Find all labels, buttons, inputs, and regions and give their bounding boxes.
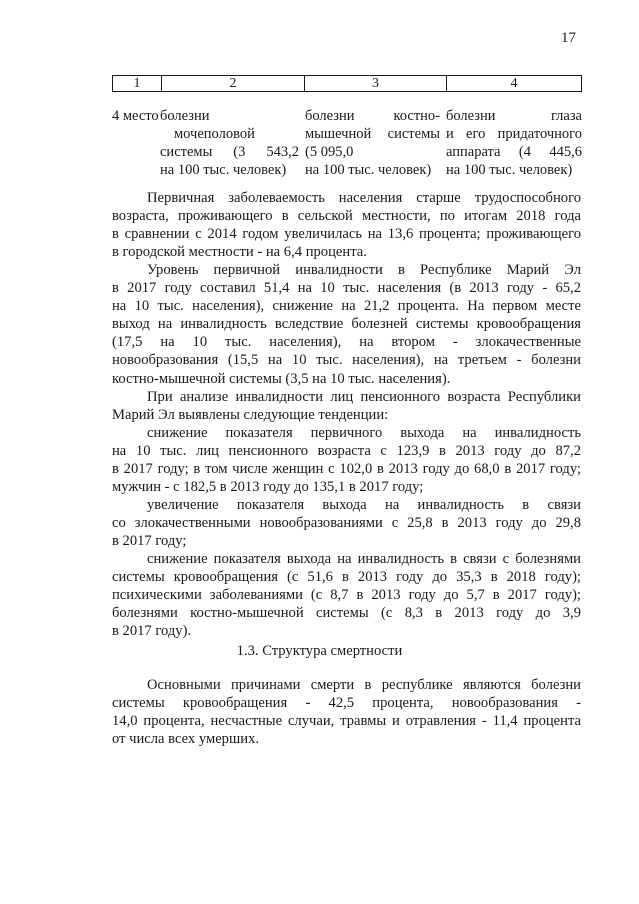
rank-cell: 4 место: [112, 108, 159, 124]
paragraph-decrease-primary: снижение показателя первичного выхода на инвалидность на 10 тыс. лиц пенсионного возраста с 123,9 в 2013 году до 87,2 в 2017 году; в том числе женщин с 102,0 в 2013 году до 68,0 в 2017 году; мужчин - с 182,5 в 2013 году до 135,1 в 2017 году;: [112, 425, 581, 496]
paragraph-decrease-diseases: снижение показателя выхода на инвалидность в связи с болезнями системы кровообращения (с 51,6 в 2013 году до 35,3 в 2018 году); психическими заболеваниями (с 8,7 в 2013 году до 5,7 в 2017 году); болезнями костно-мышечной системы (с 8,3 в 2013 году до 3,9 в 2017 году).: [112, 551, 581, 640]
paragraph-increase-neoplasms: увеличение показателя выхода на инвалидность в связи со злокачественными новообразованиями с 25,8 в 2013 году до 29,8 в 2017 году;: [112, 497, 581, 550]
table-header-cell: 1: [113, 76, 162, 92]
table-cell-col3: болезни костно- мышечной системы (5 095,0 на 100 тыс. человек): [305, 108, 440, 178]
table-header-cell: 4: [447, 76, 582, 92]
table-header-cell: 2: [162, 76, 305, 92]
table-header: [112, 75, 582, 92]
table-cell-col4: болезни глаза и его придаточного аппарата (4 445,6 на 100 тыс. человек): [446, 108, 582, 178]
table-header-cell: 3: [305, 76, 447, 92]
table-cell-col2: болезни мочеполовой системы (3 543,2 на 100 тыс. человек): [160, 108, 299, 178]
page-number: 17: [561, 30, 576, 46]
section-heading: 1.3. Структура смертности: [236, 643, 403, 659]
paragraph-pension-age: При анализе инвалидности лиц пенсионного возраста Республики Марий Эл выявлены следующие тенденции:: [112, 389, 581, 424]
paragraph-mortality: Основными причинами смерти в республике являются болезни системы кровообращения - 42,5 процента, новообразования - 14,0 процента, несчастные случаи, травмы и отравления - 11,4 процента от числа всех умерших.: [112, 677, 581, 748]
paragraph-disability: Уровень первичной инвалидности в Республике Марий Эл в 2017 году составил 51,4 на 10 тыс. населения (в 2013 году - 65,2 на 10 тыс. населения), снижение на 21,2 процента. На первом месте выход на инвалидность вследствие болезней системы кровообращения (17,5 на 10 тыс. населения), на втором - злокачественные новообразования (15,5 на 10 тыс. населения), на третьем - болезни костно-мышечной системы (3,5 на 10 тыс. населения).: [112, 262, 581, 387]
paragraph-morbidity: Первичная заболеваемость населения старше трудоспособного возраста, проживающего в сельской местности, по итогам 2018 года в сравнении с 2014 годом увеличилась на 13,6 процента; проживающего в городской местности - на 6,4 процента.: [112, 190, 581, 261]
